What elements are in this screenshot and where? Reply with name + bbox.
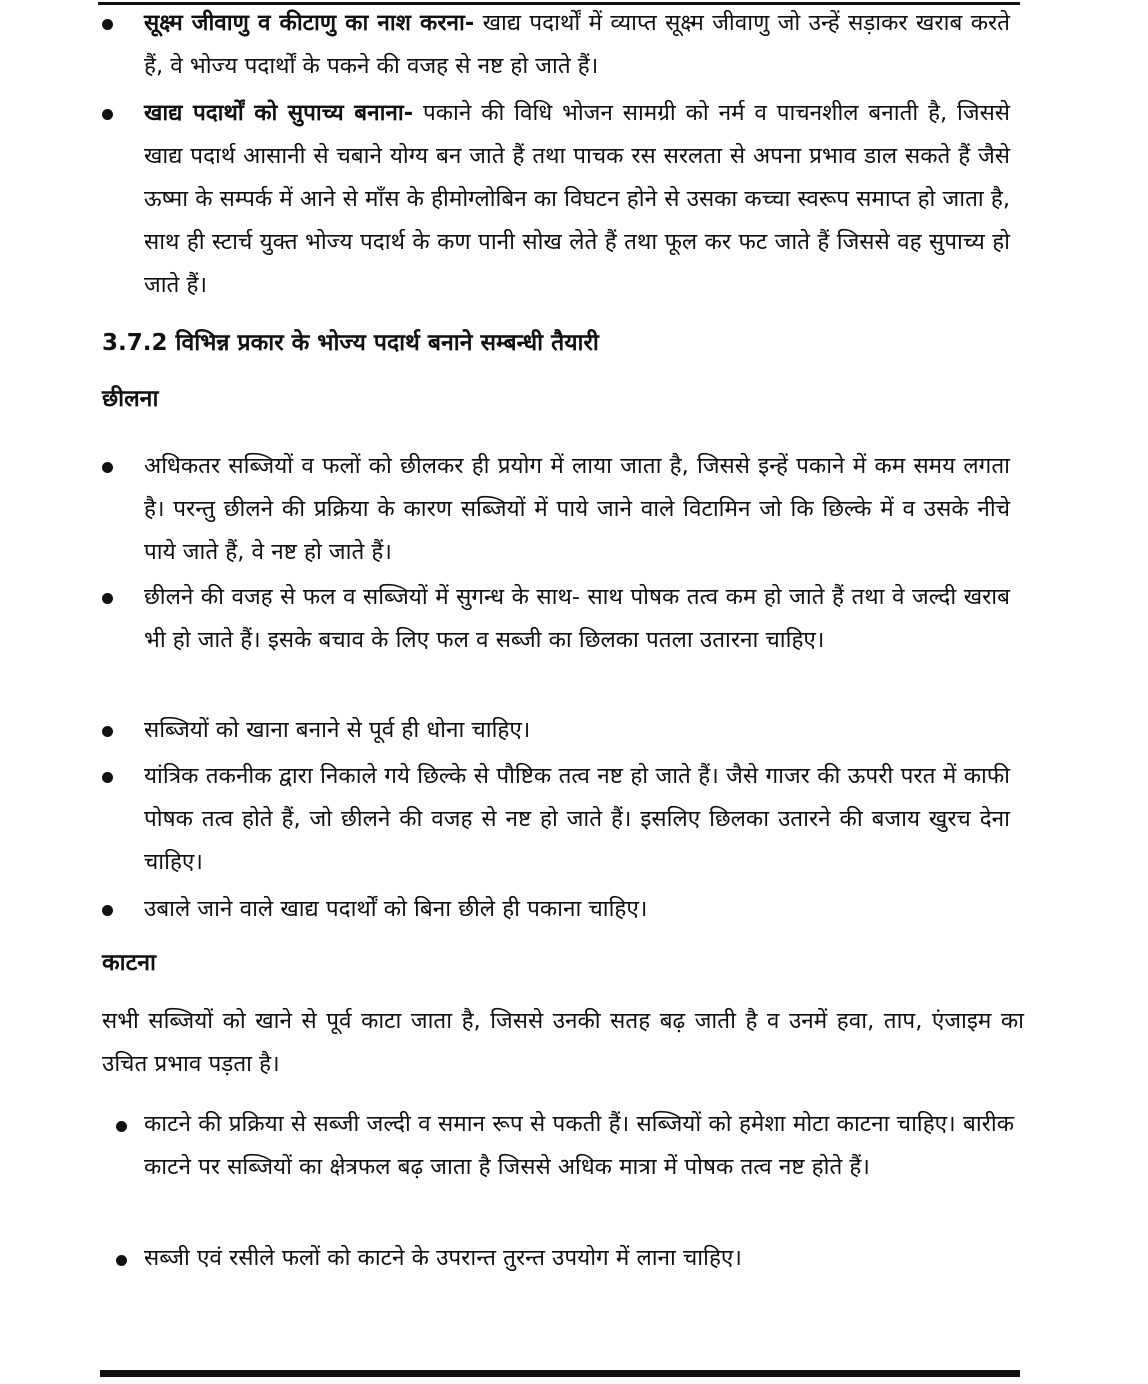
- bullet-icon: [102, 19, 113, 30]
- bullet-icon: [102, 109, 113, 120]
- list-item-text: [144, 2, 1010, 88]
- subheading-cutting: काटना: [102, 950, 156, 976]
- bullet-icon: [116, 1121, 127, 1132]
- subheading-peeling: छीलना: [102, 386, 159, 412]
- list-item-text: अधिकतर सब्जियों व फलों को छीलकर ही प्रयोग में लाया जाता है, जिससे इन्हें पकाने में कम समय लगता है। परन्तु छीलने की प्रक्रिया के कारण सब्जियों में पाये जाने वाले विटामिन जो कि छिल्के में व उसके नीचे पाये जाते हैं, वे नष्ट हो जाते हैं।: [144, 453, 1010, 565]
- list-item-text: यांत्रिक तकनीक द्वारा निकाले गये छिल्के से पौष्टिक तत्व नष्ट हो जाते हैं। जैसे गाजर की ऊपरी परत में काफी पोषक तत्व होते हैं, जो छीलने की वजह से नष्ट हो जाते हैं। इसलिए छिलका उतारने की बजाय खुरच देना चाहिए।: [144, 763, 1010, 875]
- bullet-body: खाद्य पदार्थों में व्याप्त सूक्ष्म जीवाणु जो उन्हें सड़ाकर खराब करते हैं, वे भोज्य पदार्थों के पकने की वजह से नष्ट हो जाते हैं।: [144, 10, 1011, 79]
- bullet-icon: [102, 593, 113, 604]
- list-item-text: काटने की प्रक्रिया से सब्जी जल्दी व समान रूप से पकती हैं। सब्जियों को हमेशा मोटा काटना चाहिए। बारीक काटने पर सब्जियों का क्षेत्रफल बढ़ जाता है जिससे अधिक मात्रा में पोषक तत्व नष्ट होते हैं।: [144, 1111, 1014, 1180]
- bullet-lead: सूक्ष्म जीवाणु व कीटाणु का नाश करना-: [144, 10, 475, 36]
- list-item-text: [144, 92, 1010, 307]
- list-item-text: छीलने की वजह से फल व सब्जियों में सुगन्ध के साथ- साथ पोषक तत्व कम हो जाते हैं तथा वे जल्दी खराब भी हो जाते हैं। इसके बचाव के लिए फल व सब्जी का छिलका पतला उतारना चाहिए।: [144, 584, 1010, 653]
- list-item-text: सब्जी एवं रसीले फलों को काटने के उपरान्त तुरन्त उपयोग में लाना चाहिए।: [144, 1245, 742, 1271]
- bullet-icon: [102, 905, 113, 916]
- bullet-body: पकाने की विधि भोजन सामग्री को नर्म व पाचनशील बनाती है, जिससे खाद्य पदार्थ आसानी से चबाने योग्य बन जाते हैं तथा पाचक रस सरलता से अपना प्रभाव डाल सकते हैं जैसे ऊष्मा के सम्पर्क में आने से माँस के हीमोग्लोबिन का विघटन होने से उसका कच्चा स्वरूप समाप्त हो जाता है, साथ ही स्टार्च युक्त भोज्य पदार्थ के कण पानी सोख लेते हैं तथा फूल कर फट जाते हैं जिससे वह सुपाच्य हो जाते हैं।: [144, 100, 1010, 298]
- section-heading: 3.7.2 विभिन्न प्रकार के भोज्य पदार्थ बनाने सम्बन्धी तैयारी: [102, 330, 599, 356]
- bullet-icon: [102, 772, 113, 783]
- bullet-icon: [116, 1255, 127, 1266]
- cutting-paragraph: सभी सब्जियों को खाने से पूर्व काटा जाता है, जिससे उनकी सतह बढ़ जाती है व उनमें हवा, ताप, एंजाइम का उचित प्रभाव पड़ता है।: [102, 1008, 1024, 1077]
- bullet-icon: [102, 462, 113, 473]
- bullet-icon: [102, 726, 113, 737]
- bottom-rule: [100, 1370, 1020, 1377]
- list-item-text: उबाले जाने वाले खाद्य पदार्थों को बिना छीले ही पकाना चाहिए।: [144, 896, 648, 922]
- list-item-text: सब्जियों को खाना बनाने से पूर्व ही धोना चाहिए।: [144, 717, 531, 743]
- bullet-lead: खाद्य पदार्थों को सुपाच्य बनाना-: [144, 100, 414, 126]
